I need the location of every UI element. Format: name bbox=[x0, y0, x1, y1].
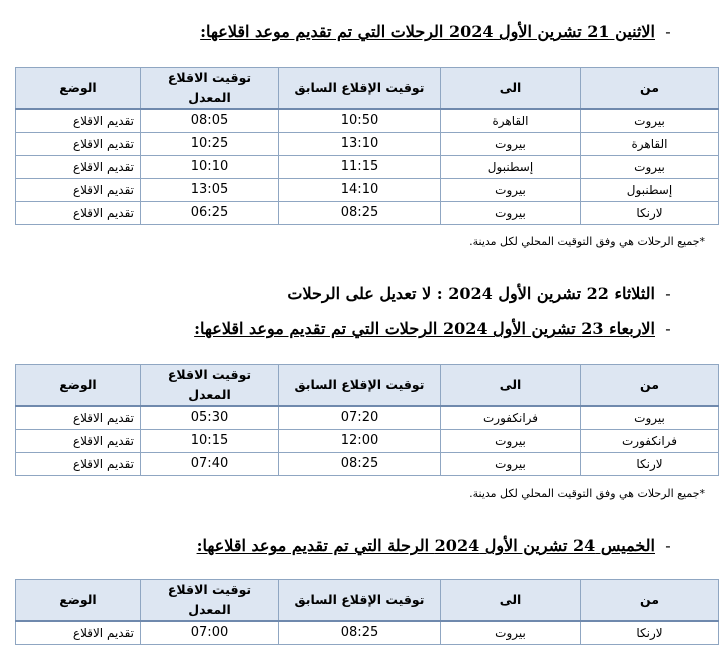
header-to: الى bbox=[441, 68, 581, 110]
heading-text: الثلاثاء 22 تشرين الأول 2024 : لا تعديل على الرحلات bbox=[287, 284, 655, 303]
to-city: بيروت bbox=[441, 179, 581, 202]
to-city: بيروت bbox=[441, 202, 581, 225]
from-city: لارنكا bbox=[581, 453, 719, 476]
section-heading bbox=[287, 284, 681, 304]
status: تقديم الاقلاع bbox=[16, 109, 141, 133]
status: تقديم الاقلاع bbox=[16, 133, 141, 156]
heading-text: الخميس 24 تشرين الأول 2024 الرحلة التي تم تقديم موعد اقلاعها: bbox=[196, 536, 655, 555]
status: تقديم الاقلاع bbox=[16, 406, 141, 430]
table-row bbox=[16, 133, 719, 156]
header-new-time: توقيت الاقلاع المعدل bbox=[141, 68, 279, 110]
from-city: فرانكفورت bbox=[581, 430, 719, 453]
table-row bbox=[16, 109, 719, 133]
to-city: بيروت bbox=[441, 133, 581, 156]
header-prev-time: توقيت الإقلاع السابق bbox=[279, 68, 441, 110]
from-city: بيروت bbox=[581, 406, 719, 430]
previous-time: 11:15 bbox=[279, 156, 441, 179]
flights-table bbox=[15, 364, 719, 476]
from-city: لارنكا bbox=[581, 202, 719, 225]
to-city: القاهرة bbox=[441, 109, 581, 133]
to-city: بيروت bbox=[441, 621, 581, 645]
table-header-row bbox=[16, 580, 719, 622]
previous-time: 10:50 bbox=[279, 109, 441, 133]
new-time: 07:00 bbox=[141, 621, 279, 645]
previous-time: 14:10 bbox=[279, 179, 441, 202]
header-from: من bbox=[581, 365, 719, 407]
new-time: 07:40 bbox=[141, 453, 279, 476]
new-time: 10:25 bbox=[141, 133, 279, 156]
to-city: بيروت bbox=[441, 453, 581, 476]
table-row bbox=[16, 156, 719, 179]
header-new-time: توقيت الاقلاع المعدل bbox=[141, 580, 279, 622]
bullet-dash: - bbox=[665, 536, 671, 555]
new-time: 06:25 bbox=[141, 202, 279, 225]
heading-text: الاثنين 21 تشرين الأول 2024 الرحلات التي تم تقديم موعد اقلاعها: bbox=[200, 22, 655, 41]
table-header-row bbox=[16, 68, 719, 110]
previous-time: 08:25 bbox=[279, 453, 441, 476]
table-row bbox=[16, 202, 719, 225]
table-header-row bbox=[16, 365, 719, 407]
bullet-dash: - bbox=[665, 319, 671, 338]
header-new-time: توقيت الاقلاع المعدل bbox=[141, 365, 279, 407]
heading-text: الاربعاء 23 تشرين الأول 2024 الرحلات التي تم تقديم موعد اقلاعها: bbox=[194, 319, 655, 338]
to-city: بيروت bbox=[441, 430, 581, 453]
previous-time: 08:25 bbox=[279, 621, 441, 645]
from-city: لارنكا bbox=[581, 621, 719, 645]
header-to: الى bbox=[441, 580, 581, 622]
bullet-dash: - bbox=[665, 284, 671, 303]
from-city: القاهرة bbox=[581, 133, 719, 156]
previous-time: 08:25 bbox=[279, 202, 441, 225]
new-time: 10:10 bbox=[141, 156, 279, 179]
status: تقديم الاقلاع bbox=[16, 179, 141, 202]
header-prev-time: توقيت الإقلاع السابق bbox=[279, 580, 441, 622]
section-heading bbox=[200, 22, 681, 42]
from-city: بيروت bbox=[581, 156, 719, 179]
table-row bbox=[16, 406, 719, 430]
table-row bbox=[16, 179, 719, 202]
new-time: 05:30 bbox=[141, 406, 279, 430]
previous-time: 07:20 bbox=[279, 406, 441, 430]
table-row bbox=[16, 453, 719, 476]
timezone-note: *جميع الرحلات هي وفق التوقيت المحلي لكل مدينة. bbox=[469, 235, 705, 248]
to-city: فرانكفورت bbox=[441, 406, 581, 430]
header-status: الوضع bbox=[16, 68, 141, 110]
flights-table bbox=[15, 67, 719, 225]
section-heading bbox=[197, 536, 681, 556]
table-row bbox=[16, 430, 719, 453]
header-status: الوضع bbox=[16, 580, 141, 622]
status: تقديم الاقلاع bbox=[16, 156, 141, 179]
new-time: 08:05 bbox=[141, 109, 279, 133]
previous-time: 13:10 bbox=[279, 133, 441, 156]
from-city: إسطنبول bbox=[581, 179, 719, 202]
header-status: الوضع bbox=[16, 365, 141, 407]
bullet-dash: - bbox=[665, 22, 671, 41]
new-time: 10:15 bbox=[141, 430, 279, 453]
new-time: 13:05 bbox=[141, 179, 279, 202]
section-heading bbox=[194, 319, 681, 339]
header-to: الى bbox=[441, 365, 581, 407]
from-city: بيروت bbox=[581, 109, 719, 133]
table-row bbox=[16, 621, 719, 645]
to-city: إسطنبول bbox=[441, 156, 581, 179]
header-prev-time: توقيت الإقلاع السابق bbox=[279, 365, 441, 407]
flights-table bbox=[15, 579, 719, 645]
timezone-note: *جميع الرحلات هي وفق التوقيت المحلي لكل مدينة. bbox=[469, 487, 705, 500]
status: تقديم الاقلاع bbox=[16, 621, 141, 645]
header-from: من bbox=[581, 68, 719, 110]
header-from: من bbox=[581, 580, 719, 622]
previous-time: 12:00 bbox=[279, 430, 441, 453]
status: تقديم الاقلاع bbox=[16, 202, 141, 225]
status: تقديم الاقلاع bbox=[16, 453, 141, 476]
status: تقديم الاقلاع bbox=[16, 430, 141, 453]
